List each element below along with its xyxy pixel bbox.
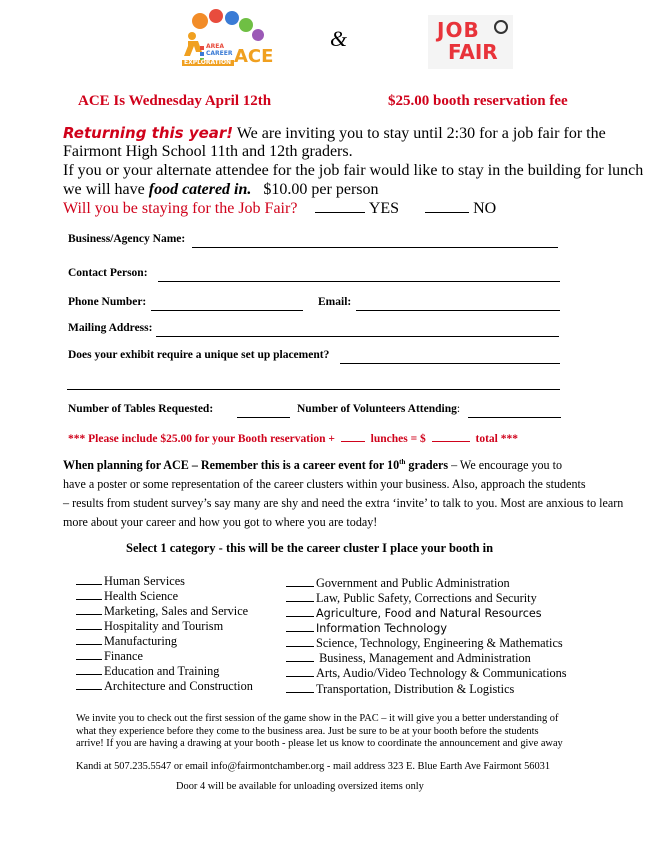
category-manufacturing[interactable]: Manufacturing [76,633,177,649]
payment-text-a: *** Please include $25.00 for your Booth reservation + [68,433,335,445]
ace-logo-career: CAREER [206,50,233,57]
category-education[interactable]: Education and Training [76,663,219,679]
ace-logo-mark: ACE [234,46,274,67]
mailing-address-field[interactable] [156,336,559,337]
category-transportation[interactable]: Transportation, Distribution & Logistics [286,681,514,697]
job-fair-logo [428,15,513,69]
total-blank[interactable] [432,430,470,442]
yes-label: YES [368,200,400,217]
footer-line-1: We invite you to check out the first session of the game show in the PAC – it will give you a better understanding of [76,713,559,724]
footer-paragraph [76,713,563,751]
category-health-science[interactable]: Health Science [76,588,178,604]
food-catered: food catered in. [148,181,252,198]
business-name-label: Business/Agency Name: [68,233,186,245]
mailing-address-label: Mailing Address: [68,322,153,334]
stay-question-line [63,199,496,218]
phone-label: Phone Number: [68,296,147,308]
intro-line-1 [63,124,606,143]
footer-line-3: arrive! If you are having a drawing at your booth - please let us know to coordinate the announcement and give away [76,738,563,749]
footer-line-2: what they experience before they come to the business area. Just be sure to be at your booth before the students [76,725,539,737]
stay-question: Will you be staying for the Job Fair? [63,200,298,217]
category-marketing[interactable]: Marketing, Sales and Service [76,603,248,619]
volunteers-text: Number of Volunteers Attending [297,403,457,415]
tables-label: Number of Tables Requested: [68,403,214,415]
payment-text-c: total *** [475,433,518,445]
lunch-price: $10.00 per person [263,181,379,198]
footer-door: Door 4 will be available for unloading oversized items only [176,781,424,792]
category-architecture[interactable]: Architecture and Construction [76,678,253,694]
planning-paragraph [63,453,623,532]
no-blank[interactable] [425,199,469,213]
phone-field[interactable] [151,310,303,311]
no-label: NO [473,200,497,217]
business-name-field[interactable] [192,247,558,248]
planning-line-2: have a poster or some representation of the career clusters within your business. Also, approach the students [63,477,586,492]
ace-logo-area: AREA [206,43,225,50]
email-label: Email: [318,296,352,308]
booth-fee: $25.00 booth reservation fee [388,93,568,109]
ampersand: & [330,26,348,51]
intro-line-4 [63,181,379,199]
category-government[interactable]: Government and Public Administration [286,575,510,591]
tables-field[interactable] [237,417,290,418]
volunteers-field[interactable] [468,417,561,418]
planning-rest-1: – We encourage you to [448,458,563,473]
placement-field-extra[interactable] [67,389,560,390]
category-finance[interactable]: Finance [76,648,143,664]
select-category-heading: Select 1 category - this will be the career cluster I place your booth in [126,541,494,555]
category-arts[interactable]: Arts, Audio/Video Technology & Communications [286,665,567,681]
placement-question: Does your exhibit require a unique set up placement? [68,349,330,361]
intro-line-3: If you or your alternate attendee for the job fair would like to stay in the building for lunch [63,162,644,179]
magnifier-icon [494,20,508,34]
category-business[interactable]: Business, Management and Administration [286,650,531,666]
category-stem[interactable]: Science, Technology, Engineering & Mathematics [286,635,563,651]
category-agriculture[interactable]: Agriculture, Food and Natural Resources [286,605,542,621]
payment-line [68,430,518,445]
ace-logo-exploration: EXPLORATION [184,59,232,66]
planning-bold-b: graders [405,458,449,473]
placement-field[interactable] [340,363,560,364]
planning-bold-a: When planning for ACE – Remember this is a career event for 10 [63,458,400,473]
job-fair-logo-fair: FAIR [448,40,498,64]
footer-contact: Kandi at 507.235.5547 or email info@fairmontchamber.org - mail address 323 E. Blue Earth Ave Fairmont 56031 [76,761,551,772]
event-date: ACE Is Wednesday April 12th [78,93,272,109]
intro-text-4a: we will have [63,181,149,198]
category-human-services[interactable]: Human Services [76,573,185,589]
volunteers-label [297,403,460,415]
planning-line-3: – results from student survey’s say many are shy and need the extra ‘invite’ to talk to you. Most are anxious to learn [63,496,624,511]
email-field[interactable] [356,310,560,311]
lunches-blank[interactable] [341,430,365,442]
payment-text-b: lunches = $ [370,433,426,445]
contact-person-label: Contact Person: [68,267,148,279]
category-hospitality[interactable]: Hospitality and Tourism [76,618,223,634]
category-law[interactable]: Law, Public Safety, Corrections and Security [286,590,537,606]
job-fair-logo-job: JOB [437,18,480,42]
returning-this-year: Returning this year! [63,124,234,142]
planning-line-1 [63,453,623,475]
contact-person-field[interactable] [158,281,560,282]
intro-text-1: We are inviting you to stay until 2:30 for a job fair for the [233,125,606,142]
intro-line-2: Fairmont High School 11th and 12th graders. [63,143,353,160]
ace-logo [178,8,274,68]
category-information-technology[interactable]: Information Technology [286,620,447,636]
yes-blank[interactable] [315,199,365,213]
volunteers-colon: : [456,403,461,415]
planning-line-4: more about your career and how you got to where you are today! [63,515,378,530]
planning-sup: th [399,458,406,466]
